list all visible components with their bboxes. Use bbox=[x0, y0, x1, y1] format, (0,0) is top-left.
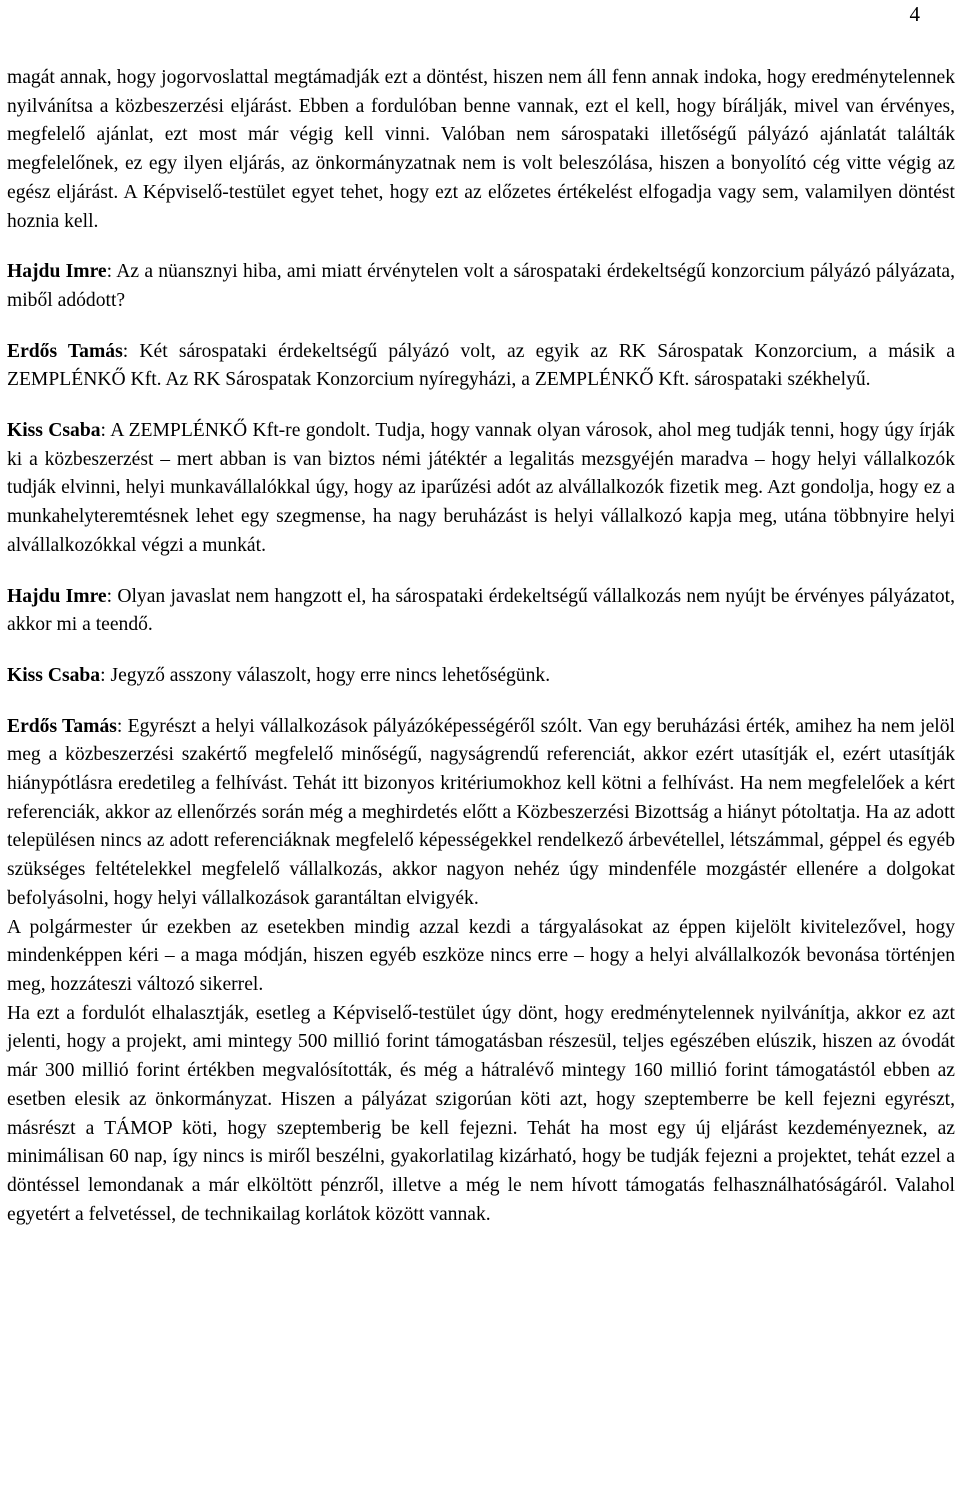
page-number: 4 bbox=[909, 2, 920, 26]
paragraph-text: : Olyan javaslat nem hangzott el, ha sárospataki érdekeltségű vállalkozás nem nyújt be érvényes pályázatot, akkor mi a teendő. bbox=[7, 585, 955, 636]
paragraph-kiss-2 bbox=[7, 662, 955, 691]
speaker-name: Erdős Tamás bbox=[7, 715, 117, 737]
speaker-name: Hajdu Imre bbox=[7, 261, 107, 283]
speaker-name: Kiss Csaba bbox=[7, 420, 101, 442]
paragraph-erdos-2 bbox=[7, 713, 955, 914]
paragraph-text: : Egyrészt a helyi vállalkozások pályázóképességéről szólt. Van egy beruházási érték, amihez ha nem jelöl meg a közbeszerzési szakértő megfelelő minőségű, nagyságrendű referenciát, akkor ezért utasítják el, ezért utasítják hiánypótlásra eredetileg a felhívást. Tehát itt bizonyos kritériumokhoz kell kötni a felhívást. Ha nem megfelelőek a kért referenciák, akkor az ellenőrzés során még a meghirdetés előtt a Közbeszerzési Bizottság a hiányt pótoltatja. Ha az adott településen nincs az adott referenciáknak megfelelő képességekkel rendelkező árbevétellel, létszámmal, géppel és egyéb szükséges feltételekkel megfelelő vállalkozás, akkor nagyon nehéz úgy mindenféle mozgástér ellenére a dolgokat befolyásolni, hogy helyi vállalkozások garantáltan elvigyék. bbox=[7, 715, 955, 909]
paragraph-text: : A ZEMPLÉNKŐ Kft-re gondolt. Tudja, hogy vannak olyan városok, ahol meg tudják tenni, hogy úgy írják ki a közbeszerzést – mert abban is van biztos némi játéktér a legalitás mezsgyéjén maradva – hogy helyi vállalkozók tudják elvinni, helyi munkavállalókkal úgy, hogy az iparűzési adót az alvállalkozók fizetik meg. Azt gondolja, hogy ez a munkahelyteremtésnek lehet egy szegmense, ha nagy beruházást is helyi vállalkozó kapja meg, utána többnyire helyi alvállalkozókkal végzi a munkát. bbox=[7, 420, 955, 556]
paragraph-kiss-1 bbox=[7, 417, 955, 561]
paragraph-hajdu-2 bbox=[7, 583, 955, 640]
paragraph-text: : Az a nüansznyi hiba, ami miatt érvénytelen volt a sárospataki érdekeltségű konzorcium pályázó pályázata, miből adódott? bbox=[7, 261, 955, 311]
paragraph-postponement bbox=[7, 1000, 955, 1230]
paragraph-text: : Jegyző asszony válaszolt, hogy erre nincs lehetőségünk. bbox=[100, 664, 551, 686]
paragraph-erdos-1 bbox=[7, 338, 955, 395]
paragraph-text: Ha ezt a fordulót elhalasztják, esetleg a Képviselő-testület úgy dönt, hogy eredménytelennek nyilvánítja, akkor ez azt jelenti, hogy a projekt, ami mintegy 500 millió forint támogatásban részesül, teljes egészében elúszik, hiszen az óvodát már 300 millió forint értékben megvalósították, és még a hátralévő mintegy 160 millió forint támogatástól ebben az esetben elesik az önkormányzat. Hiszen a pályázat szigorúan köti azt, hogy szeptemberre be kell fejezni egyrészt, másrészt a TÁMOP köti, hogy szeptemberig be kell fejezni. Tehát ha most egy új eljárást kezdeményeznek, az minimálisan 60 nap, így nincs is miről beszélni, gyakorlatilag kizárható, hogy be tudják fejezni a projektet, tehát ezzel a döntéssel lemondanak a már elköltött pénzről, illetve a még le nem hívott támogatás felhasználhatóságáról. Valahol egyetért a felvetéssel, de technikailag korlátok között vannak. bbox=[7, 1002, 955, 1225]
paragraph-text: : Két sárospataki érdekeltségű pályázó volt, az egyik az RK Sárospatak Konzorcium, a másik a ZEMPLÉNKŐ Kft. Az RK Sárospatak Konzorcium nyíregyházi, a ZEMPLÉNKŐ Kft. sárospataki székhelyű. bbox=[7, 340, 955, 391]
speaker-name: Kiss Csaba bbox=[7, 664, 101, 686]
paragraph-continuation bbox=[7, 64, 955, 236]
paragraph-mayor bbox=[7, 914, 955, 1000]
speaker-name: Erdős Tamás bbox=[7, 340, 123, 362]
paragraph-hajdu-1 bbox=[7, 258, 955, 315]
document-body bbox=[7, 64, 955, 1229]
paragraph-text: magát annak, hogy jogorvoslattal megtámadják ezt a döntést, hiszen nem áll fenn annak indoka, hogy eredménytelennek nyilvánítsa a közbeszerzési eljárást. Ebben a fordulóban benne vannak, ezt el kell, hogy bírálják, mivel van érvényes, megfelelő ajánlat, ezt most már végig kell vinni. Valóban nem sárospataki illetőségű pályázó ajánlatát találták megfelelőnek, ez egy ilyen eljárás, az önkormányzatnak nem is volt beleszólása, hiszen a bonyolító cég vitte végig az egész eljárást. A Képviselő-testület egyet tehet, hogy ezt az előzetes értékelést elfogadja vagy sem, valamilyen döntést hoznia kell. bbox=[7, 67, 955, 232]
speaker-name: Hajdu Imre bbox=[7, 585, 107, 607]
paragraph-text: A polgármester úr ezekben az esetekben mindig azzal kezdi a tárgyalásokat az éppen kijelölt kivitelezővel, hogy mindenképpen kéri – a maga módján, hiszen egyéb eszköze nincs erre – hogy a helyi alvállalkozók bevonása történjen meg, hozzáteszi változó sikerrel. bbox=[7, 916, 955, 995]
